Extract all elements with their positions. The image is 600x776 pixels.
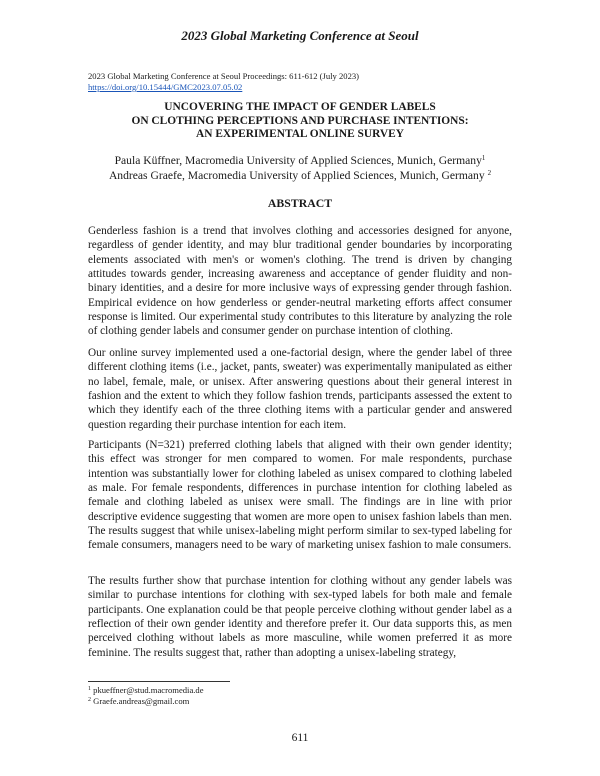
abstract-paragraph-2: Our online survey implemented used a one-factorial design, where the gender label of three different clothing items (i.e., jacket, pants, sweater) was experimentally manipulated as either no label, female, male, or unisex. After answering questions about their general interest in fashion and the extent to which they follow fashion trends, participants assessed the extent to which they identify each of the three clothing items with a particular gender and answered question regarding their purchase intention for each item. bbox=[88, 347, 512, 431]
author-2 bbox=[88, 168, 512, 183]
running-header: 2023 Global Marketing Conference at Seoul bbox=[181, 28, 419, 43]
author-1-text: Paula Küffner, Macromedia University of Applied Sciences, Munich, Germany bbox=[114, 154, 482, 167]
proceedings-info bbox=[88, 71, 359, 93]
footnote-1 bbox=[88, 685, 204, 695]
author-1-footnote-mark: 1 bbox=[481, 154, 486, 162]
page-number: 611 bbox=[291, 732, 309, 744]
footnote-divider bbox=[88, 681, 230, 682]
abstract-heading: ABSTRACT bbox=[267, 196, 333, 210]
footnote-1-mark: 1 bbox=[88, 686, 91, 692]
abstract-paragraph-4: The results further show that purchase intention for clothing without any gender labels was similar to purchase intentions for clothing with sex-typed labels for both male and female participants. One explanation could be that people perceive clothing without gender label as a reflection of their own gender identity and therefore prefer it. Our data supports this, as men perceived clothing without labels as more masculine, while women preferred it as more feminine. The results suggest that, rather than adopting a unisex-labeling strategy, bbox=[88, 575, 512, 659]
author-1 bbox=[88, 153, 512, 168]
paper-title bbox=[88, 101, 512, 142]
title-line-3: AN EXPERIMENTAL ONLINE SURVEY bbox=[196, 128, 404, 140]
author-list bbox=[88, 153, 512, 183]
footnote-2-email[interactable]: Graefe.andreas@gmail.com bbox=[93, 696, 190, 706]
proceedings-citation: 2023 Global Marketing Conference at Seoul Proceedings: 611-612 (July 2023) bbox=[88, 71, 360, 81]
footnote-1-email[interactable]: pkueffner@stud.macromedia.de bbox=[93, 685, 204, 695]
doi-link[interactable]: https://doi.org/10.15444/GMC2023.07.05.02 bbox=[88, 82, 243, 92]
author-2-footnote-mark: 2 bbox=[487, 169, 492, 177]
title-line-1: UNCOVERING THE IMPACT OF GENDER LABELS bbox=[164, 101, 436, 113]
footnote-2-mark: 2 bbox=[88, 697, 91, 703]
author-2-text: Andreas Graefe, Macromedia University of Applied Sciences, Munich, Germany bbox=[108, 169, 485, 182]
title-line-2: ON CLOTHING PERCEPTIONS AND PURCHASE INTENTIONS: bbox=[131, 114, 469, 127]
abstract-paragraph-1: Genderless fashion is a trend that involves clothing and accessories designed for anyone, regardless of gender identity, and may blur traditional gender boundaries by incorporating elements associated with men's or women's clothing. The trend is driven by changing attitudes towards gender, increasing awareness and acceptance of gender fluidity and non-binary identities, and a desire for more inclusive ways of expressing gender through fashion. Empirical evidence on how genderless or gender-neutral marketing efforts affect consumer response is limited. Our experimental study contributes to this literature by analyzing the role of clothing gender labels and consumer gender on purchase intention of clothing. bbox=[88, 225, 512, 338]
footnote-2 bbox=[88, 696, 189, 706]
abstract-paragraph-3: Participants (N=321) preferred clothing labels that aligned with their own gender identity; this effect was stronger for men compared to women. For male respondents, purchase intention was substantially lower for clothing labeled as unisex compared to clothing labeled as male. For female respondents, differences in purchase intention for clothing labeled as female and clothing labeled as unisex were small. The findings are in line with prior descriptive evidence suggesting that women are more open to unisex fashion labels than men. The results suggest that while unisex-labeling might perform similar to sex-typed labeling for female consumers, managers need to be wary of marketing unisex fashion to male consumers. bbox=[88, 439, 512, 552]
